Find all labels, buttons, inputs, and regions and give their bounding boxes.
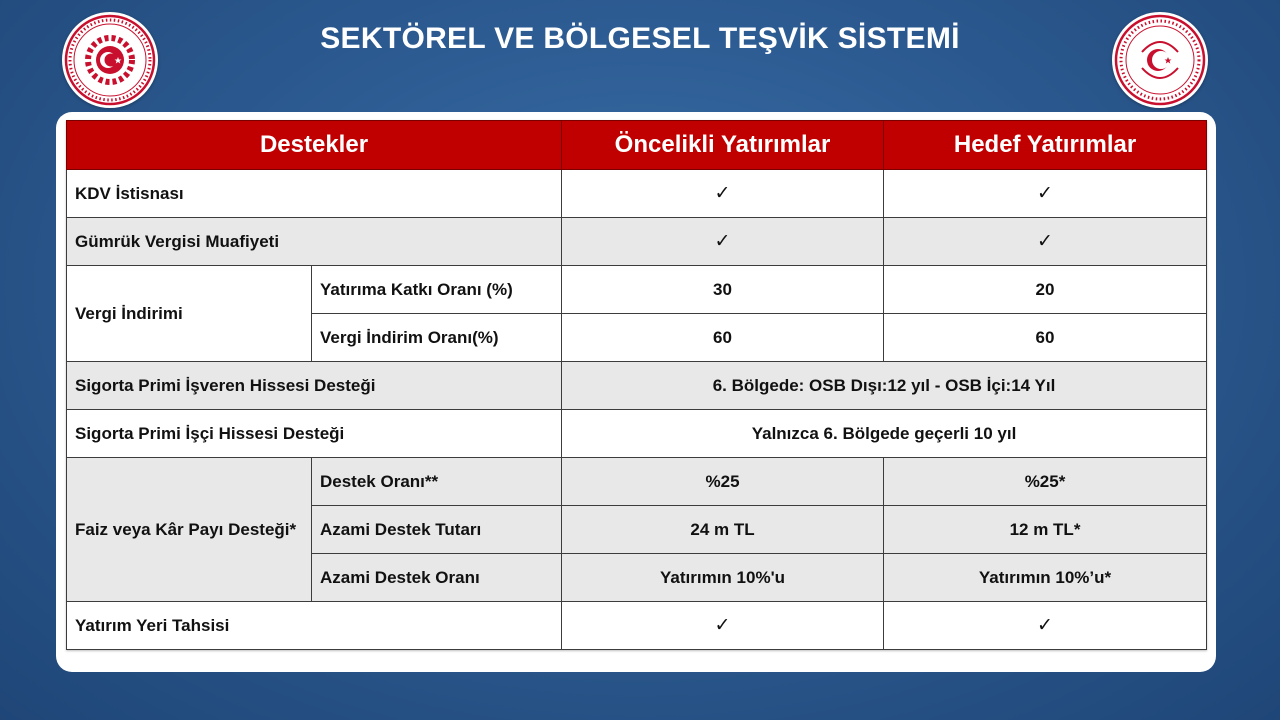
row-label-gumruk: Gümrük Vergisi Muafiyeti — [67, 218, 562, 266]
row-label-sigorta-isci: Sigorta Primi İşçi Hissesi Desteği — [67, 410, 562, 458]
table-row — [67, 218, 1207, 266]
row-label-kdv: KDV İstisnası — [67, 170, 562, 218]
table-row — [67, 362, 1207, 410]
sub-label-indirim: Vergi İndirim Oranı(%) — [312, 314, 562, 362]
republic-seal-logo — [1112, 12, 1208, 108]
support-table-card — [56, 112, 1216, 672]
value-cell: Yatırımın 10%’u* — [884, 554, 1207, 602]
page-title: SEKTÖREL VE BÖLGESEL TEŞVİK SİSTEMİ — [320, 22, 960, 55]
row-label-vergi: Vergi İndirimi — [67, 266, 312, 362]
check-icon: ✓ — [562, 218, 884, 266]
value-cell: Yatırımın 10%'u — [562, 554, 884, 602]
value-cell: 24 m TL — [562, 506, 884, 554]
ministry-seal-logo — [62, 12, 158, 108]
sub-label-katki: Yatırıma Katkı Oranı (%) — [312, 266, 562, 314]
table-header-row — [67, 121, 1207, 170]
row-label-sigorta-isveren: Sigorta Primi İşveren Hissesi Desteği — [67, 362, 562, 410]
ministry-industry-technology-seal-icon — [62, 12, 158, 108]
sub-label-azami-tutar: Azami Destek Tutarı — [312, 506, 562, 554]
check-icon: ✓ — [884, 218, 1207, 266]
support-table — [66, 120, 1207, 650]
table-row — [67, 458, 1207, 506]
value-cell: 6. Bölgede: OSB Dışı:12 yıl - OSB İçi:14 Yıl — [562, 362, 1207, 410]
check-icon: ✓ — [562, 170, 884, 218]
value-cell: Yalnızca 6. Bölgede geçerli 10 yıl — [562, 410, 1207, 458]
value-cell: 60 — [562, 314, 884, 362]
value-cell: %25 — [562, 458, 884, 506]
table-row — [67, 266, 1207, 314]
row-label-yer: Yatırım Yeri Tahsisi — [67, 602, 562, 650]
value-cell: 12 m TL* — [884, 506, 1207, 554]
header-oncelikli-yatirimlar: Öncelikli Yatırımlar — [562, 121, 884, 170]
header-hedef-yatirimlar: Hedef Yatırımlar — [884, 121, 1207, 170]
row-label-faiz: Faiz veya Kâr Payı Desteği* — [67, 458, 312, 602]
table-row — [67, 170, 1207, 218]
value-cell: 20 — [884, 266, 1207, 314]
table-row — [67, 410, 1207, 458]
value-cell: 30 — [562, 266, 884, 314]
value-cell: 60 — [884, 314, 1207, 362]
value-cell: %25* — [884, 458, 1207, 506]
sub-label-azami-oran: Azami Destek Oranı — [312, 554, 562, 602]
turkish-republic-seal-icon — [1112, 12, 1208, 108]
check-icon: ✓ — [884, 170, 1207, 218]
check-icon: ✓ — [562, 602, 884, 650]
table-row — [67, 602, 1207, 650]
sub-label-destek-orani: Destek Oranı** — [312, 458, 562, 506]
header-destekler: Destekler — [67, 121, 562, 170]
check-icon: ✓ — [884, 602, 1207, 650]
